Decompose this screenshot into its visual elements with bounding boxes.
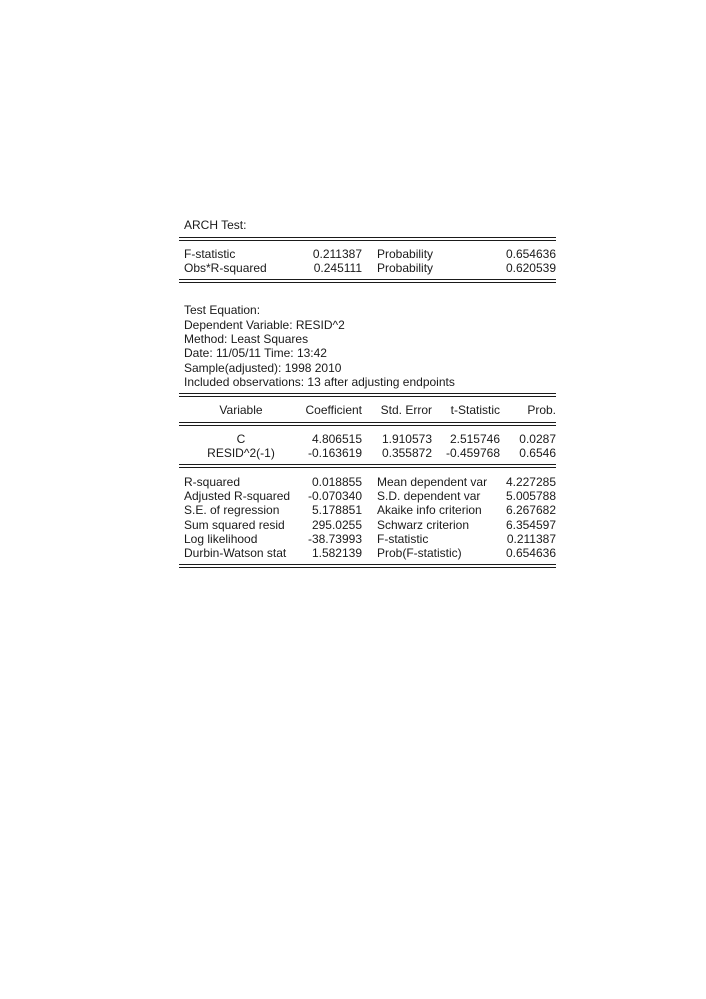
arch-test-title: ARCH Test: [184,218,247,232]
double-rule [179,237,556,241]
coef-coefficient: -0.163619 [307,446,362,460]
info-line: Test Equation: [184,303,261,317]
double-rule [179,564,556,568]
stats-label2: Schwarz criterion [377,518,470,532]
stats-value: -38.73993 [307,532,362,546]
arch-row-label: F-statistic [184,247,236,261]
coef-prob: 0.6546 [519,446,556,460]
stats-label: Durbin-Watson stat [184,546,287,560]
coef-prob: 0.0287 [519,432,556,446]
coef-coefficient: 4.806515 [311,432,362,446]
info-line: Date: 11/05/11 Time: 13:42 [184,346,327,360]
coef-std-error: 0.355872 [381,446,432,460]
stats-value2: 0.211387 [506,532,556,546]
coef-header-variable: Variable [219,403,263,417]
info-line: Sample(adjusted): 1998 2010 [184,361,342,375]
coef-variable: RESID^2(-1) [207,446,275,460]
arch-row-value: 0.211387 [312,247,362,261]
stats-label: Adjusted R-squared [184,489,291,503]
info-line: Method: Least Squares [184,332,309,346]
stats-label2: Mean dependent var [377,475,488,489]
arch-row-value: 0.245111 [313,261,362,275]
stats-value2: 4.227285 [505,475,556,489]
coef-header-t-statistic: t-Statistic [450,403,500,417]
stats-value: -0.070340 [307,489,362,503]
coef-header-prob: Prob. [527,403,556,417]
stats-value2: 6.354597 [505,518,556,532]
double-rule [179,464,556,468]
info-line: Dependent Variable: RESID^2 [184,318,345,332]
double-rule [179,393,556,397]
stats-value2: 0.654636 [505,546,556,560]
info-line: Included observations: 13 after adjusting endpoints [184,375,455,389]
stats-value: 1.582139 [311,546,362,560]
coef-std-error: 1.910573 [381,432,432,446]
arch-row-label: Obs*R-squared [184,261,267,275]
arch-row-value2: 0.620539 [505,261,556,275]
stats-label: S.E. of regression [184,503,280,517]
coef-t-statistic: -0.459768 [445,446,500,460]
stats-label2: Akaike info criterion [377,503,482,517]
stats-label2: S.D. dependent var [377,489,481,503]
stats-value2: 6.267682 [505,503,556,517]
stats-value: 5.178851 [311,503,362,517]
coef-header-std-error: Std. Error [380,403,432,417]
stats-value: 0.018855 [311,475,362,489]
stats-label: Sum squared resid [184,518,285,532]
coef-header-coefficient: Coefficient [305,403,362,417]
stats-value2: 5.005788 [505,489,556,503]
stats-label2: Prob(F-statistic) [377,546,462,560]
stats-label2: F-statistic [377,532,429,546]
double-rule [179,422,556,426]
stats-value: 295.0255 [311,518,362,532]
coef-t-statistic: 2.515746 [449,432,500,446]
stats-label: R-squared [184,475,241,489]
double-rule [179,279,556,283]
stats-label: Log likelihood [184,532,258,546]
arch-row-label2: Probability [377,247,434,261]
arch-row-label2: Probability [377,261,434,275]
arch-row-value2: 0.654636 [505,247,556,261]
coef-variable: C [236,432,246,446]
